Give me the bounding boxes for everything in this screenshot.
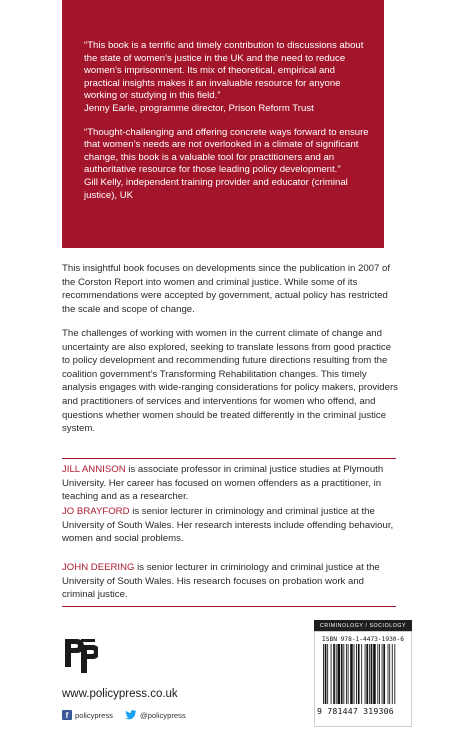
author-name: JOHN DEERING (62, 562, 135, 573)
author-bio-text: is senior lecturer in criminology and criminal justice at the University of South Wales. His research focuses on probation work and criminal justice. (62, 562, 380, 601)
barcode-digits: 9 781447 319306 (317, 706, 394, 716)
author-name: JILL ANNISON (62, 464, 126, 475)
social-links (62, 710, 186, 720)
description-paragraph (62, 262, 398, 316)
description-text: This insightful book focuses on developments since the publication in 2007 of the Corston Report into women and criminal justice. While some of its recommendations were accepted by government, actual policy has restricted the scale and scope of change. (62, 263, 390, 315)
author-bio (62, 561, 398, 602)
description-paragraph (62, 327, 398, 436)
facebook-handle[interactable]: policypress (75, 710, 113, 720)
quote-text: “This book is a terrific and timely contribution to discussions about the state of women’s justice in the UK and the need to reduce women’s imprisonment. Its mix of theoretical, empirical and practical insights makes it an invaluable resource for anyone working or studying in this field.” (84, 40, 364, 102)
divider-rule (62, 606, 396, 607)
endorsement-quote (84, 127, 370, 203)
author-bio (62, 463, 398, 504)
isbn-barcode (314, 631, 412, 727)
endorsement-quote (84, 40, 370, 116)
quote-attribution: Gill Kelly, independent training provider and educator (criminal justice), UK (84, 176, 348, 201)
publisher-website[interactable]: www.policypress.co.uk (62, 688, 178, 700)
description-text: The challenges of working with women in the current climate of change and uncertainty are also explored, seeking to translate lessons from good practice to policy development and recommending future directions resulting from the coalition government’s Transforming Rehabilitation changes. This timely analysis engages with wide-ranging considerations for policy makers, providers and practitioners of services and interventions for women who offend, and questions whether women should be treated differently in the criminal justice system. (62, 328, 398, 435)
twitter-bird-icon[interactable] (125, 710, 137, 720)
barcode-bars (315, 644, 411, 706)
author-name: JO BRAYFORD (62, 506, 130, 517)
quote-text: “Thought-challenging and offering concrete ways forward to ensure that women’s needs are not overlooked in a climate of significant change, this book is a valuable tool for practitioners and an authoritative resource for those leading policy development.” (84, 126, 369, 176)
isbn-number: ISBN 978-1-4473-1930-6 (322, 636, 404, 643)
facebook-icon[interactable]: f (62, 710, 72, 720)
endorsements-panel (62, 0, 384, 248)
quote-attribution: Jenny Earle, programme director, Prison Reform Trust (84, 102, 314, 114)
category-label: CRIMINOLOGY / SOCIOLOGY (314, 620, 412, 631)
author-bio (62, 505, 398, 546)
divider-rule (62, 458, 396, 459)
twitter-handle[interactable]: @policypress (139, 710, 186, 720)
author-bio-text: is senior lecturer in criminology and criminal justice at the University of South Wales. Her research interests include offending behaviour, women and social problems. (62, 506, 394, 545)
policy-press-logo (62, 636, 98, 674)
author-bio-text: is associate professor in criminal justice studies at Plymouth University. Her career has focused on women offenders as a practitioner, in teaching and as a researcher. (62, 464, 384, 503)
